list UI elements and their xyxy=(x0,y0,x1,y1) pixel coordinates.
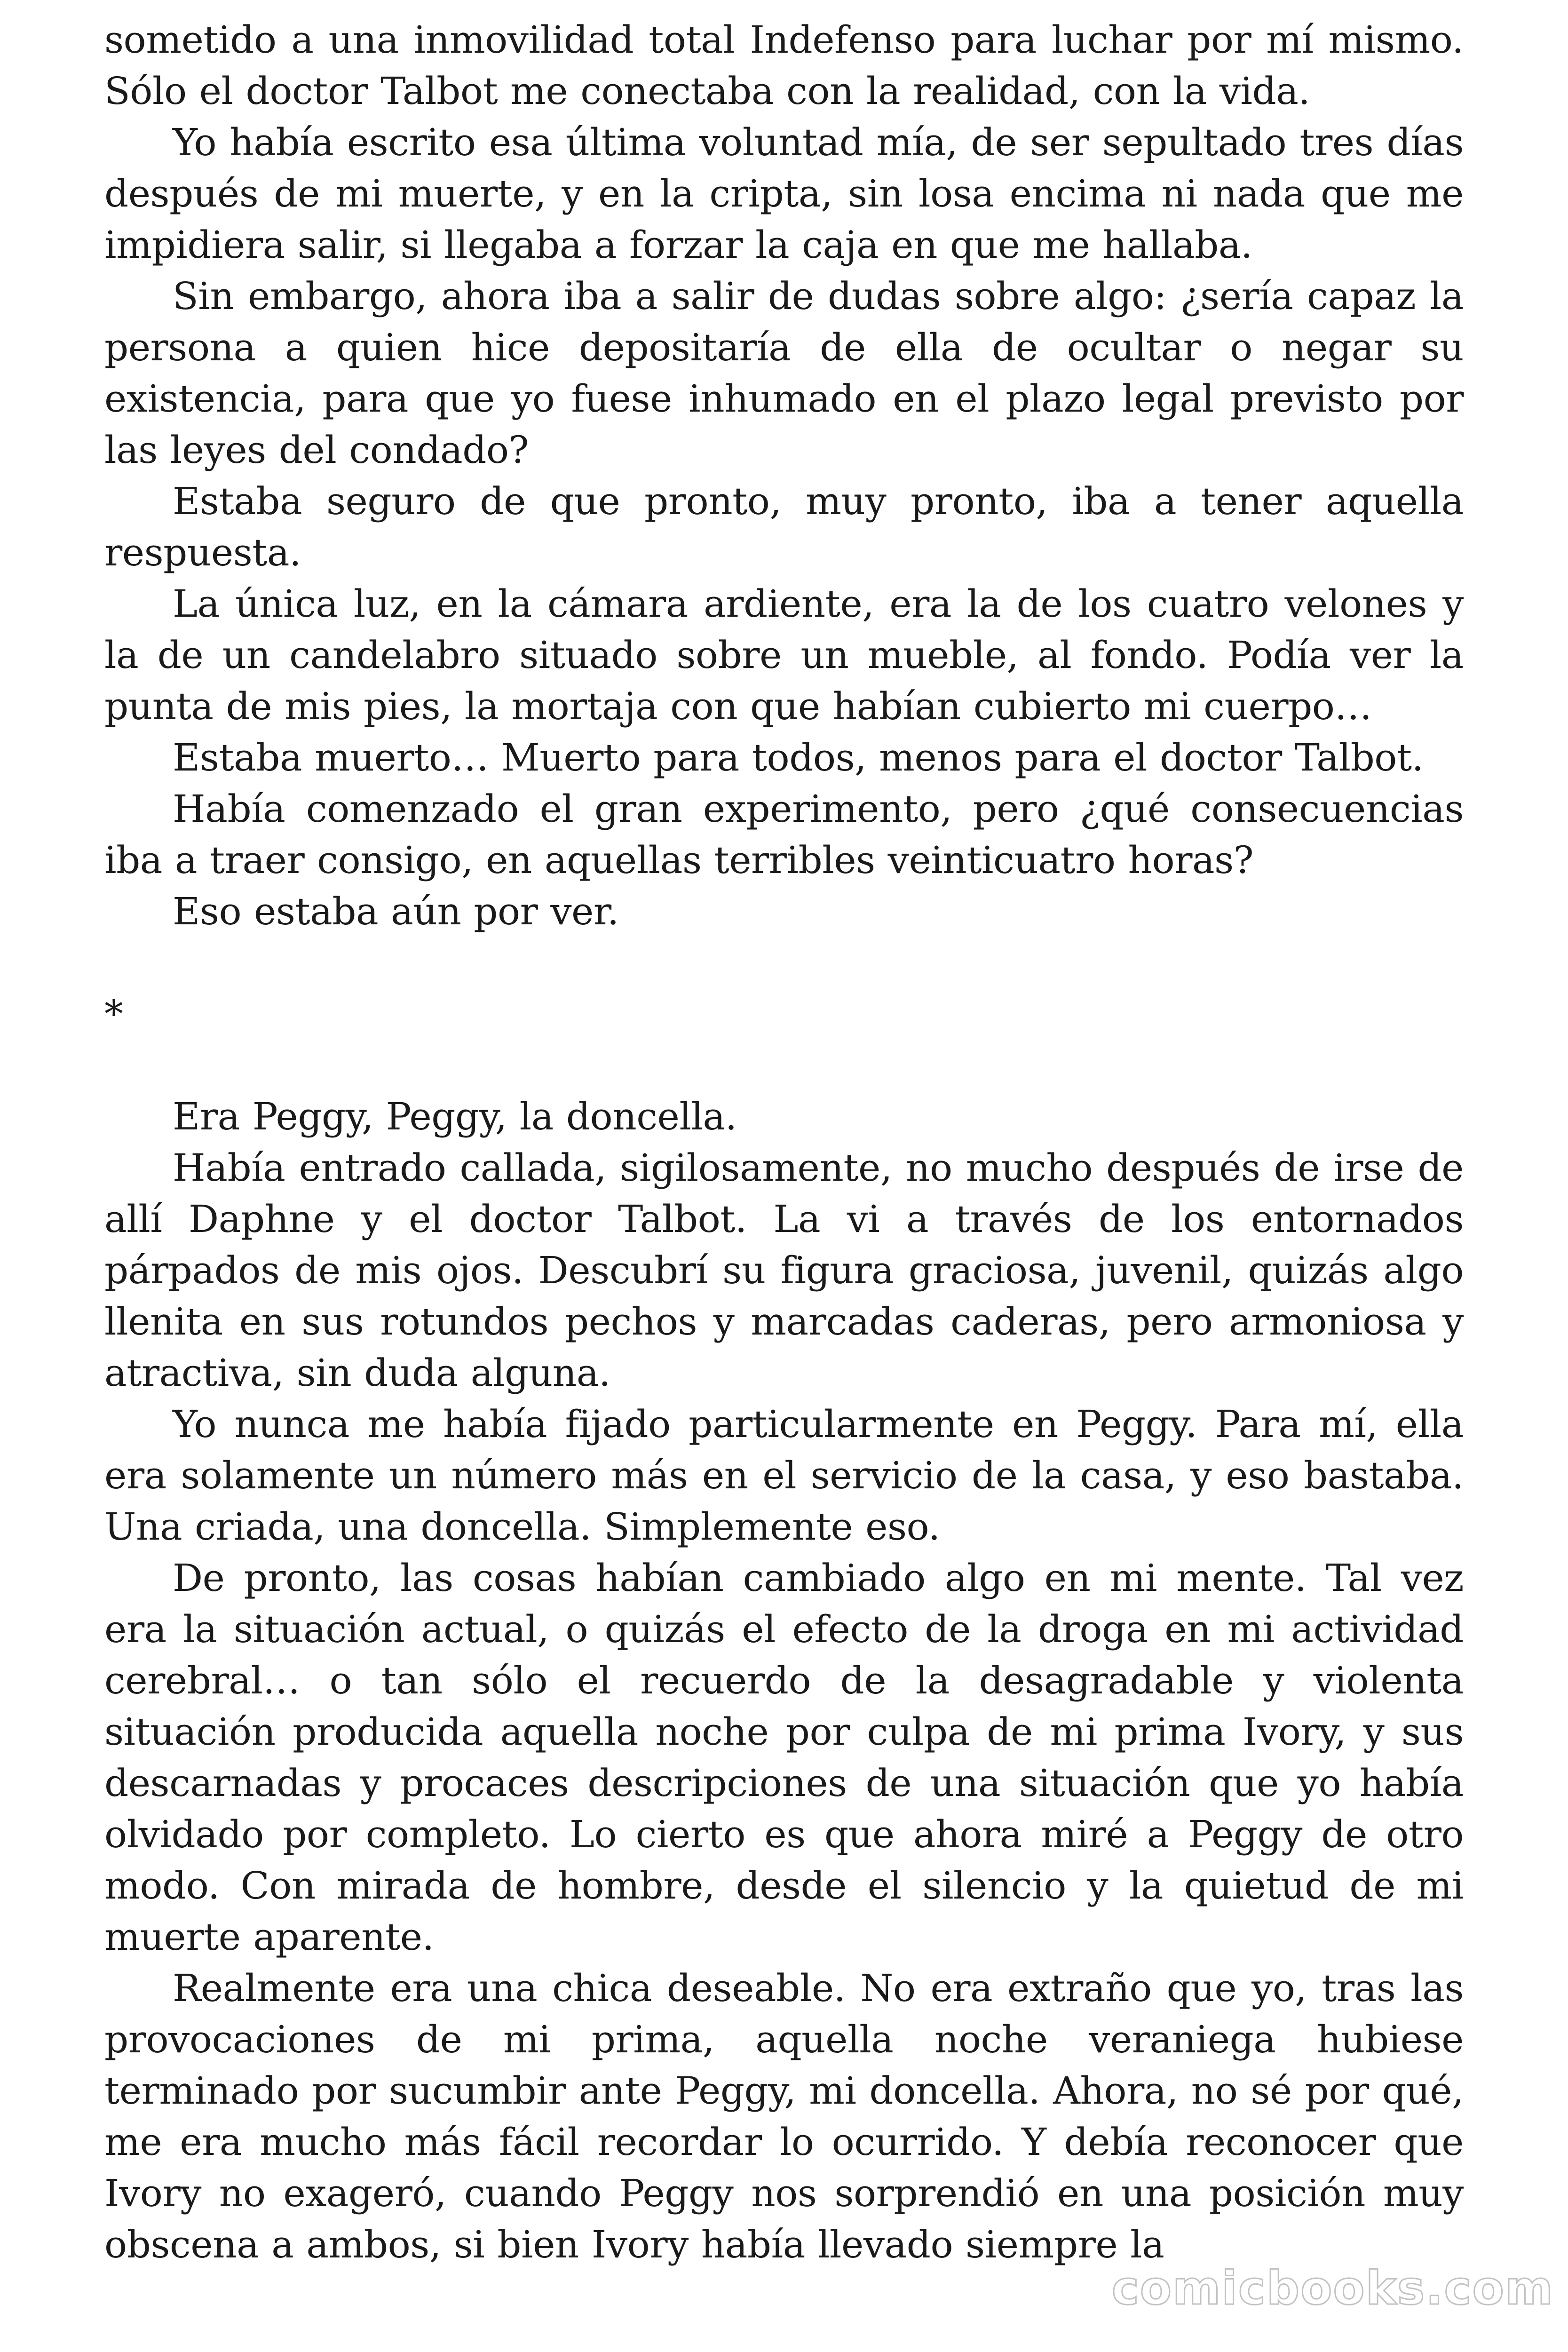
paragraph: Estaba seguro de que pronto, muy pronto, iba a tener aquella respuesta. xyxy=(104,479,1464,574)
watermark: comicbooks.com xyxy=(1111,2262,1554,2315)
paragraph: Había comenzado el gran experimento, pero ¿qué consecuencias iba a traer consigo, en aquellas terribles veinticuatro horas? xyxy=(104,787,1464,882)
paragraph: sometido a una inmovilidad total Indefenso para luchar por mí mismo. Sólo el doctor Talbot me conectaba con la realidad, con la vida. xyxy=(104,18,1464,113)
paragraph: Eso estaba aún por ver. xyxy=(173,890,619,933)
paragraph: Sin embargo, ahora iba a salir de dudas sobre algo: ¿sería capaz la persona a quien hice depositaría de ella de ocultar o negar su existencia, para que yo fuese inhumado en el plazo legal previsto por las leyes del condado? xyxy=(104,274,1464,472)
paragraph: De pronto, las cosas habían cambiado algo en mi mente. Tal vez era la situación actual, o quizás el efecto de la droga en mi actividad cerebral… o tan sólo el recuerdo de la desagradable y violenta situación producida aquella noche por culpa de mi prima Ivory, y sus descarnadas y procaces descripciones de una situación que yo había olvidado por completo. Lo cierto es que ahora miré a Peggy de otro modo. Con mirada de hombre, desde el silencio y la quietud de mi muerte aparente. xyxy=(104,1556,1464,1959)
body-text xyxy=(104,14,1464,2270)
paragraph: Yo nunca me había fijado particularmente en Peggy. Para mí, ella era solamente un número más en el servicio de la casa, y eso bastaba. Una criada, una doncella. Simplemente eso. xyxy=(104,1402,1464,1549)
paragraph: Era Peggy, Peggy, la doncella. xyxy=(173,1095,737,1138)
paragraph: Realmente era una chica deseable. No era extraño que yo, tras las provocaciones de mi prima, aquella noche veraniega hubiese terminado por sucumbir ante Peggy, mi doncella. Ahora, no sé por qué, me era mucho más fácil recordar lo ocurrido. Y debía reconocer que Ivory no exageró, cuando Peggy nos sorprendió en una posición muy obscena a ambos, si bien Ivory había llevado siempre la xyxy=(104,1966,1464,2266)
paragraph: Estaba muerto… Muerto para todos, menos para el doctor Talbot. xyxy=(173,736,1424,779)
paragraph: Había entrado callada, sigilosamente, no mucho después de irse de allí Daphne y el doctor Talbot. La vi a través de los entornados párpados de mis ojos. Descubrí su figura graciosa, juvenil, quizás algo llenita en sus rotundos pechos y marcadas caderas, pero armoniosa y atractiva, sin duda alguna. xyxy=(104,1146,1464,1395)
paragraph: Yo había escrito esa última voluntad mía, de ser sepultado tres días después de mi muerte, y en la cripta, sin losa encima ni nada que me impidiera salir, si llegaba a forzar la caja en que me hallaba. xyxy=(104,120,1464,267)
section-separator: * xyxy=(104,992,123,1036)
paragraph: La única luz, en la cámara ardiente, era la de los cuatro velones y la de un candelabro situado sobre un mueble, al fondo. Podía ver la punta de mis pies, la mortaja con que habían cubierto mi cuerpo… xyxy=(104,582,1464,728)
